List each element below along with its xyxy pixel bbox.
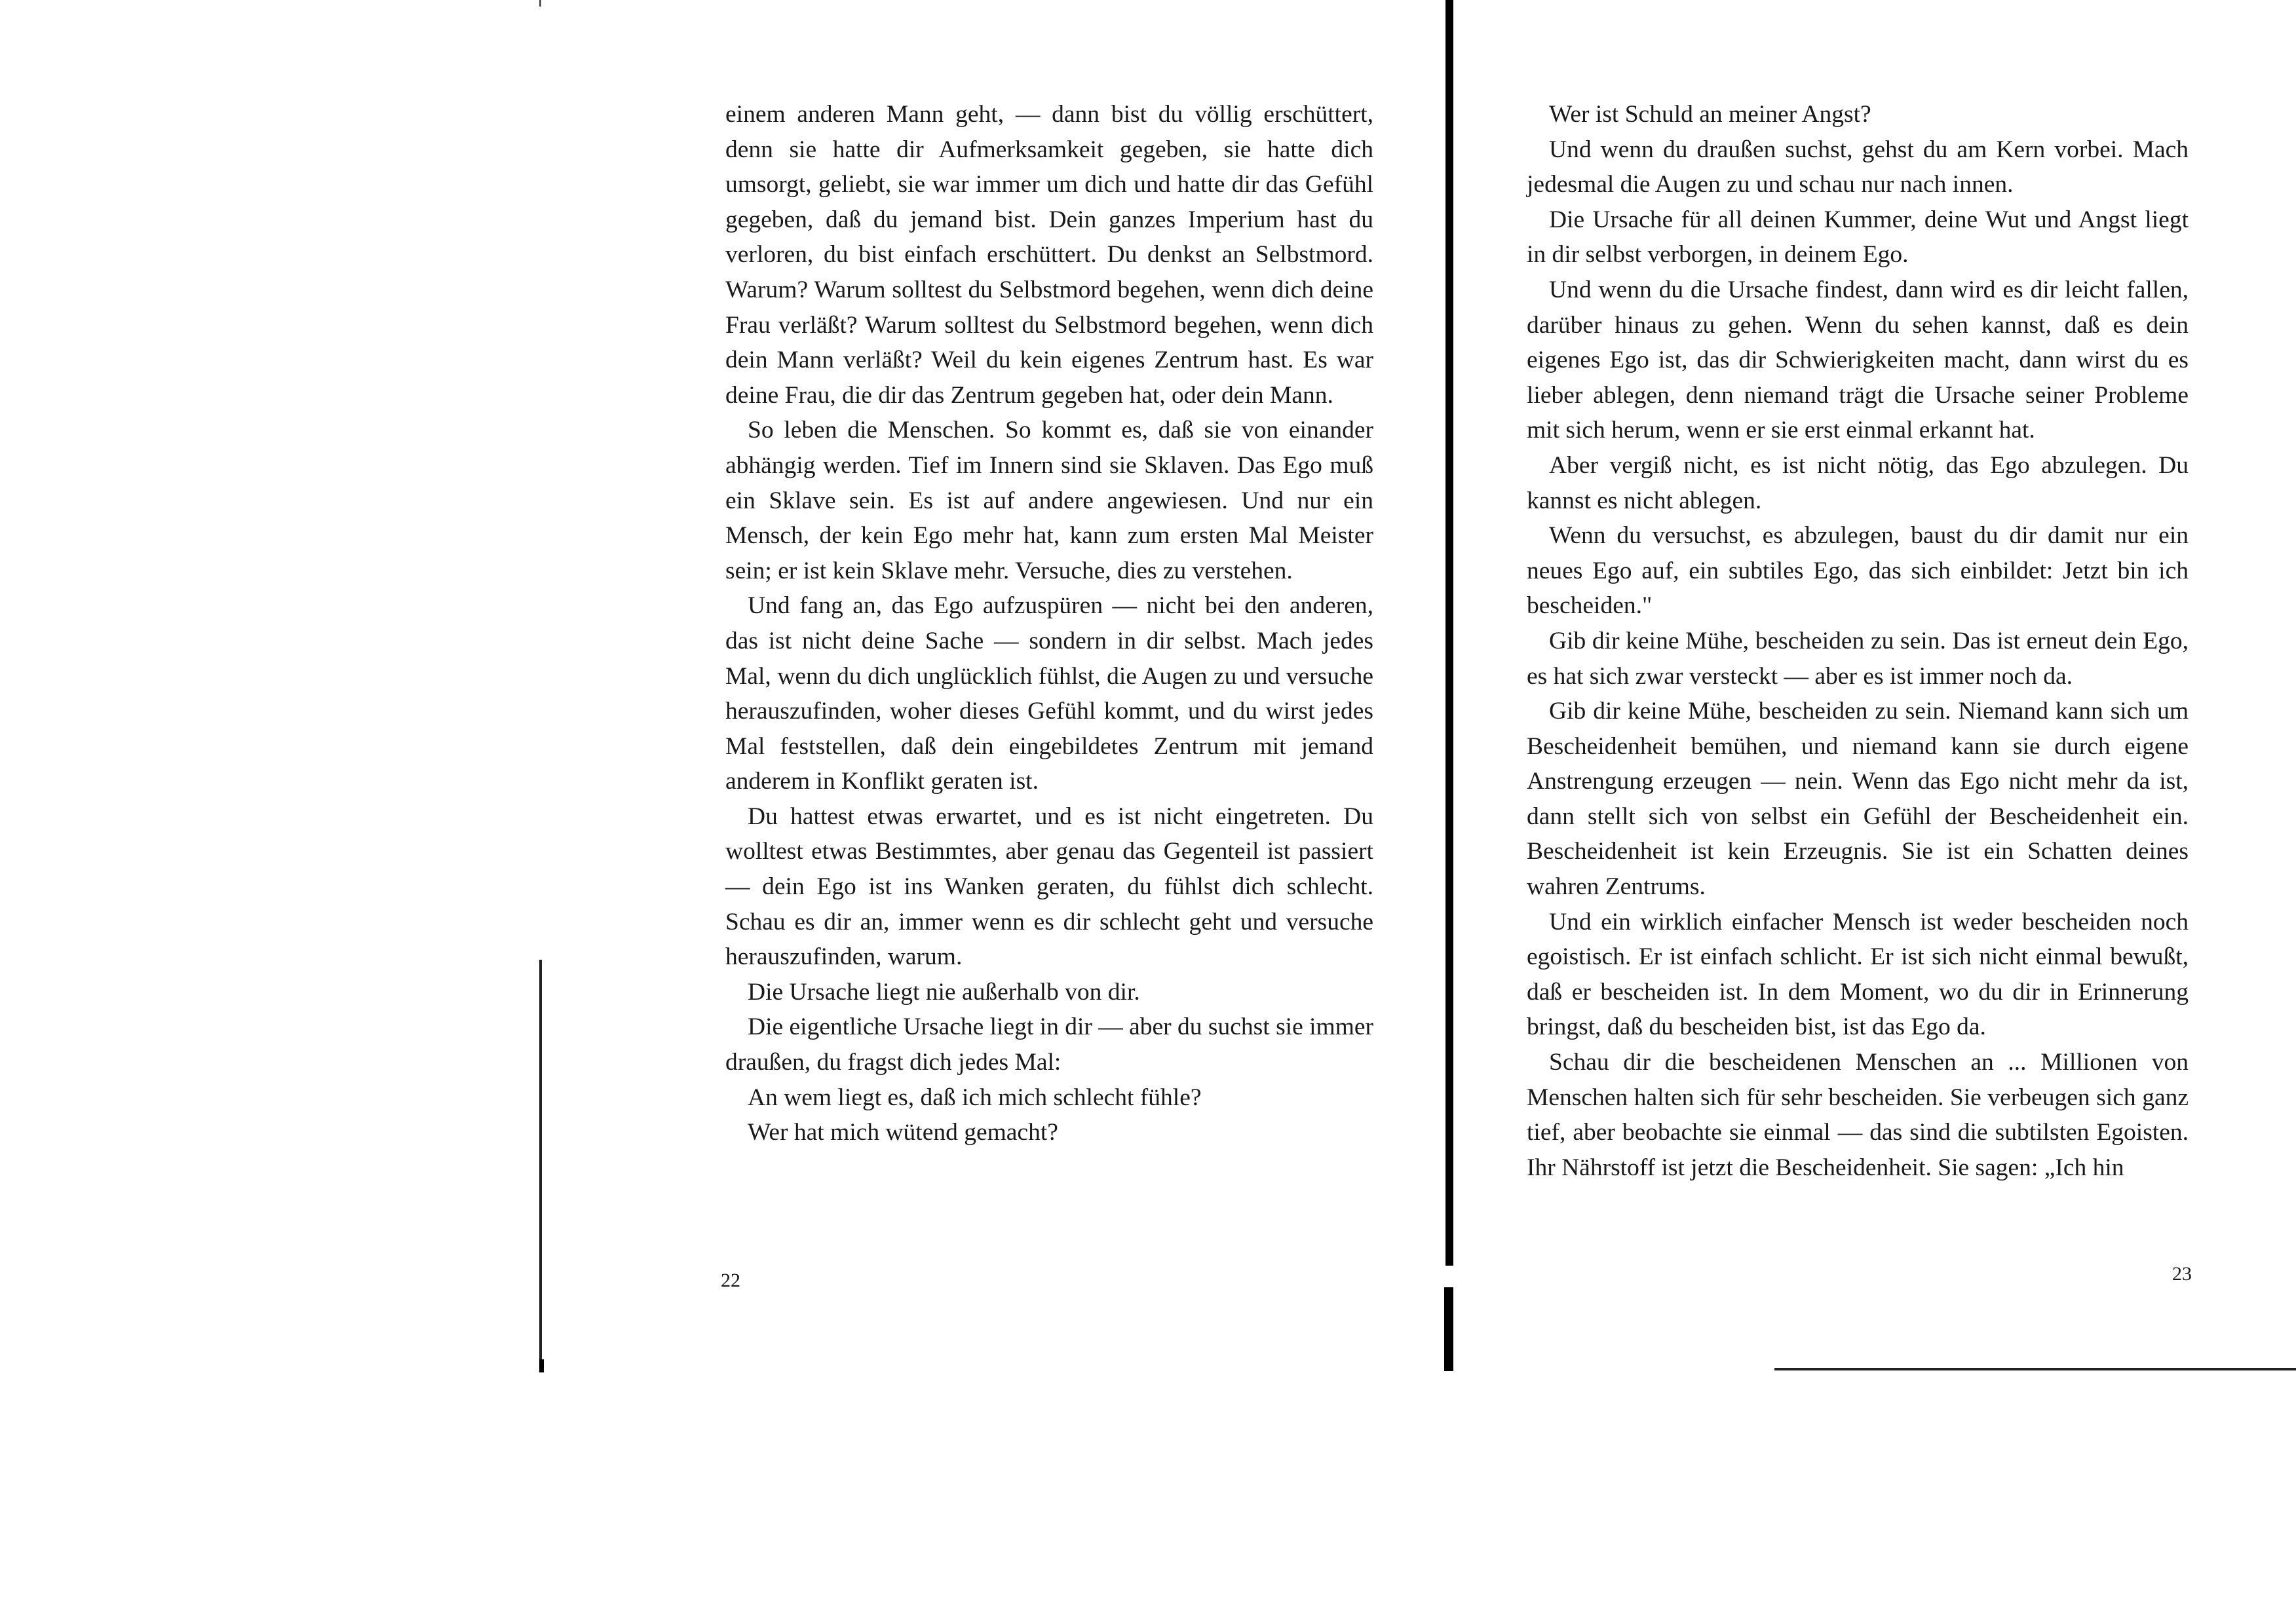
paragraph: Und fang an, das Ego aufzuspüren — nicht bei den anderen, das ist nicht deine Sache — sondern in dir selbst. Mach jedes Mal, wenn du dich unglücklich fühlst, die Augen zu und versuche herauszufinden, woher dieses Gefühl kommt, und du wirst jedes Mal feststellen, daß dein eingebildetes Zentrum mit jemand anderem in Konflikt geraten ist. [725, 592, 1373, 795]
paragraph: Wer ist Schuld an meiner Angst? [1549, 101, 1871, 128]
paragraph: Wenn du versuchst, es abzulegen, baust du dir damit nur ein neues Ego auf, ein subtiles Ego, das sich einbildet: Jetzt bin ich bescheiden." [1527, 522, 2189, 620]
paragraph: Aber vergiß nicht, es ist nicht nötig, das Ego abzulegen. Du kannst es nicht ablegen. [1527, 451, 2189, 514]
paragraph: Und ein wirklich einfacher Mensch ist weder bescheiden noch egoistisch. Er ist einfach schlicht. Er ist sich nicht einmal bewußt, daß er bescheiden ist. In dem Moment, wo du dir in Erinnerung bringst, daß du bescheiden bist, ist das Ego da. [1527, 908, 2189, 1041]
paragraph: Und wenn du draußen suchst, gehst du am Kern vorbei. Mach jedesmal die Augen zu und schau nur nach innen. [1527, 136, 2189, 198]
paragraph: Du hattest etwas erwartet, und es ist nicht eingetreten. Du wolltest etwas Bestimmtes, aber genau das Gegenteil ist passiert — dein Ego ist ins Wanken geraten, du fühlst dich schlecht. Schau es dir an, immer wenn es dir schlecht geht und versuche herauszufinden, warum. [725, 803, 1373, 971]
paragraph: An wem liegt es, daß ich mich schlecht fühle? [748, 1084, 1202, 1111]
paragraph: Die eigentliche Ursache liegt in dir — aber du suchst sie immer draußen, du fragst dich jedes Mal: [725, 1013, 1373, 1076]
paragraph: Gib dir keine Mühe, bescheiden zu sein. Das ist erneut dein Ego, es hat sich zwar versteckt — aber es ist immer noch da. [1527, 627, 2189, 690]
paragraph: Schau dir die bescheidenen Menschen an ... Millionen von Menschen halten sich für sehr bescheiden. Sie verbeugen sich ganz tief, aber beobachte sie einmal — das sind die subtilsten Egoisten. Ihr Nährstoff ist jetzt die Bescheidenheit. Sie sagen: „Ich hin [1527, 1049, 2189, 1181]
book-gutter-shadow [1445, 0, 1453, 1266]
paragraph: einem anderen Mann geht, — dann bist du völlig erschüttert, denn sie hatte dir Aufmerksamkeit gegeben, sie hatte dich umsorgt, geliebt, sie war immer um dich und hatte dir das Gefühl gegeben, daß du jemand bist. Dein ganzes Imperium hast du verloren, du bist einfach erschüttert. Du denkst an Selbstmord. Warum? Warum solltest du Selbstmord begehen, wenn dich deine Frau verläßt? Warum solltest du Selbstmord begehen, wenn dich dein Mann verläßt? Weil du kein eigenes Zentrum hast. Es war deine Frau, die dir das Zentrum gegeben hat, oder dein Mann. [725, 101, 1373, 409]
paragraph: Die Ursache für all deinen Kummer, deine Wut und Angst liegt in dir selbst verborgen, in deinem Ego. [1527, 206, 2189, 269]
paragraph: Und wenn du die Ursache findest, dann wird es dir leicht fallen, darüber hinaus zu gehen. Wenn du sehen kannst, daß es dein eigenes Ego ist, das dir Schwierigkeiten macht, dann wirst du es lieber ablegen, denn niemand trägt die Ursache seiner Probleme mit sich herum, wenn er sie erst einmal erkannt hat. [1527, 276, 2189, 444]
scan-page-edge-left [539, 960, 542, 1372]
paragraph: So leben die Menschen. So kommt es, daß sie von einander abhängig werden. Tief im Innern sind sie Sklaven. Das Ego muß ein Sklave sein. Es ist auf andere angewiesen. Und nur ein Mensch, der kein Ego mehr hat, kann zum ersten Mal Meister sein; er ist kein Sklave mehr. Versuche, dies zu verstehen. [725, 417, 1373, 584]
scan-artifact-top [539, 0, 541, 7]
page-number-left: 22 [721, 1270, 740, 1291]
paragraph: Wer hat mich wütend gemacht? [748, 1119, 1058, 1146]
book-gutter-shadow-lower [1444, 1287, 1453, 1371]
paragraph: Gib dir keine Mühe, bescheiden zu sein. Niemand kann sich um Bescheidenheit bemühen, und niemand kann sie durch eigene Anstrengung erzeugen — nein. Wenn das Ego nicht mehr da ist, dann stellt sich von selbst ein Gefühl der Bescheidenheit ein. Bescheidenheit ist kein Erzeugnis. Sie ist ein Schatten deines wahren Zentrums. [1527, 698, 2189, 901]
page-number-right: 23 [2172, 1263, 2192, 1285]
scan-page-edge-left-foot [539, 1359, 544, 1372]
right-page-text [1527, 97, 2189, 1185]
scan-page-edge-bottom [1774, 1368, 2296, 1370]
left-page-text [725, 97, 1373, 1150]
paragraph: Die Ursache liegt nie außerhalb von dir. [748, 978, 1140, 1006]
